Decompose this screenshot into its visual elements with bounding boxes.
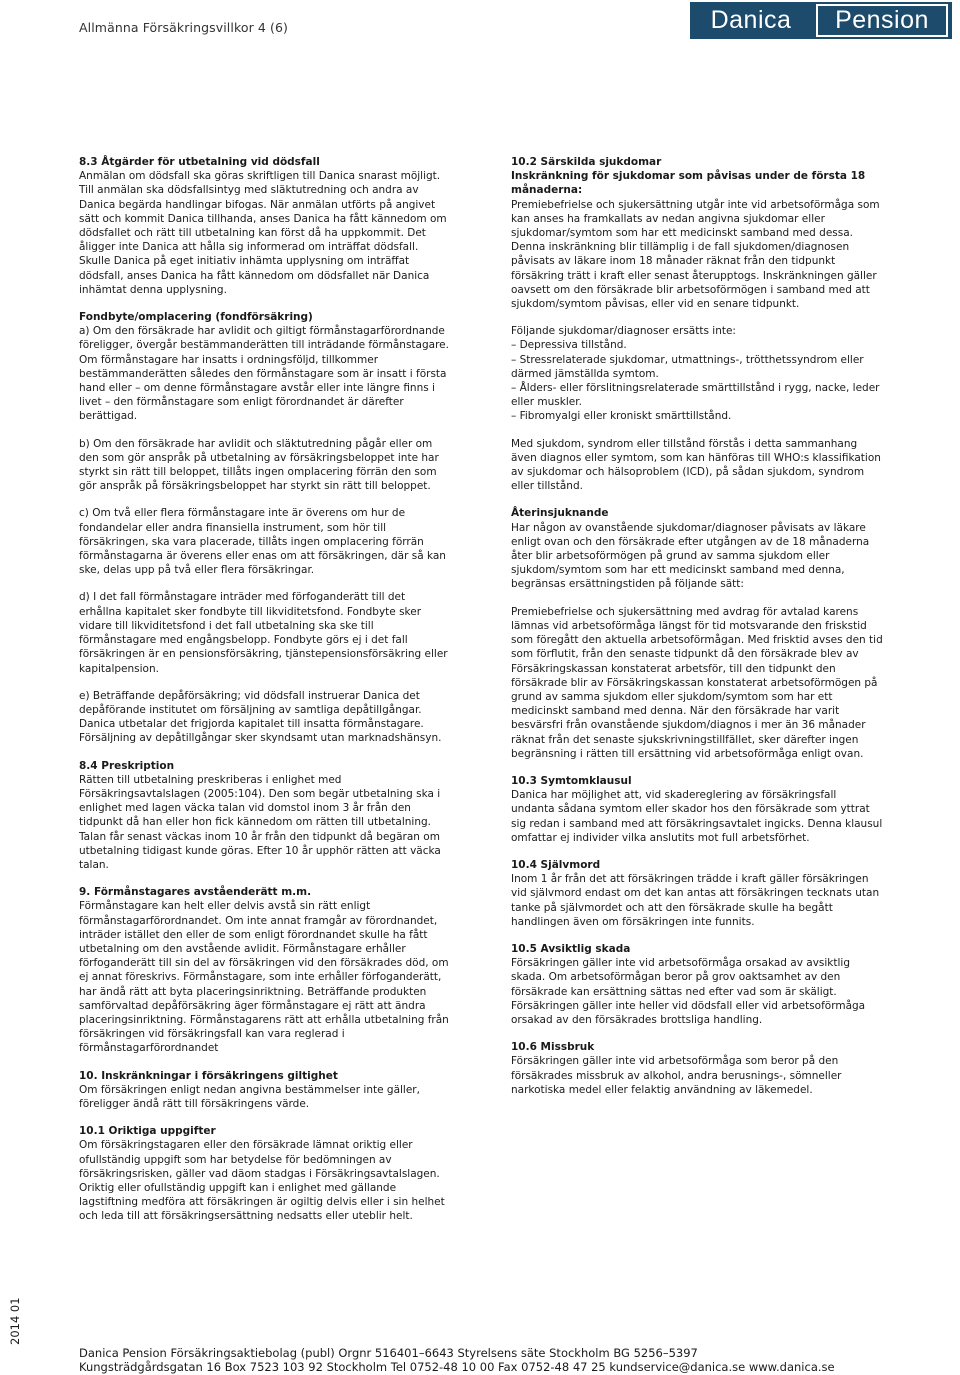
paragraph-b: b) Om den försäkrade har avlidit och släktutredning pågår eller om den som gör anspråk på utbetalning av försäkringsbeloppet inte har styrkt sin rätt till beloppet, tillåts ingen omplacering förrän den som gör anspråk på försäkringsbeloppet har styrkt sin rätt till beloppet. (79, 437, 439, 493)
section-10-3 (511, 774, 883, 845)
section-10-4 (511, 858, 883, 929)
section-body: Försäkringen gäller inte vid arbetsoförmåga orsakad av avsiktlig skada. Om arbetsoförmågan beror på grov oaktsamhet av den försäkrade kan ersättning sättas ned efter vad som är skäligt. Försäkringen gäller inte heller vid dödsfall eller vid arbetsoförmåga orsakad av den försäkrades brottsliga handling. (511, 957, 866, 1026)
page-footer (79, 1346, 899, 1374)
danica-pension-logo (690, 2, 952, 39)
section-heading: 10.2 Särskilda sjukdomar (511, 156, 662, 168)
section-body: Danica har möjlighet att, vid skadereglering av försäkringsfall undanta sådana symtom eller skador hos den försäkrade som yttrat sig redan i samband med att försäkringsavtalet ingicks. Denna klausul omfattar ej individer vilka anslutits mot full arbetsförhet. (511, 789, 883, 844)
section-heading: Återinsjuknande (511, 507, 609, 520)
section-heading: 10.3 Symtomklausul (511, 774, 632, 787)
right-column (511, 155, 883, 1110)
section-fondbyte (79, 310, 451, 745)
diagnosis-list: Följande sjukdomar/diagnoser ersätts inte: – Depressiva tillstånd. – Stressrelaterade sjukdomar, utmattnings-, trötthetssyndrom eller därmed jämställda symtom. – Ålders- eller förslitningsrelaterade smärttillstånd i rygg, nacke, leder eller muskler. – Fibromyalgi eller kroniskt smärttillstånd. (511, 325, 880, 423)
paragraph-3: Med sjukdom, syndrom eller tillstånd förstås i detta sammanhang även diagnos eller symtom, som kan hänföras till WHO:s klassifikation av sjukdomar och hälsoproblem (ICD), på sådan sjukdom, syndrom eller tillstånd. (511, 437, 881, 493)
paragraph-d: d) I det fall förmånstagare inträder med förfoganderätt till det erhållna kapitalet sker fondbyte till likviditetsfond. Fondbyte sker vidare till likviditetsfond i det fall utbetalning ska ske till förmånstagare med engångsbelopp. Fondbyte görs ej i det fall försäkringen är en pensionsförsäkring, tjänstepensionsförsäkring eller kapitalpension. (79, 591, 448, 675)
section-heading: 10.1 Oriktiga uppgifter (79, 1125, 216, 1138)
section-10-6 (511, 1040, 883, 1097)
section-subheading: Inskränkning för sjukdomar som påvisas under de första 18 månaderna: (511, 170, 866, 197)
section-8-4 (79, 759, 451, 873)
paragraph-e: e) Beträffande depåförsäkring; vid dödsfall instruerar Danica det depåförande institutet om försäljning av samtliga depåtillgångar. Danica utbetalar det frigjorda kapitalet till insatta förmånstagare. Försäljning av depåtillgångar sker skyndsamt utan marknadshänsyn. (79, 689, 442, 745)
paragraph-2: Premiebefrielse och sjukersättning med avdrag för avtalad karens lämnas vid arbetsoförmåga längst för tid motsvarande den friskstid som föregått den aktuella arbetsoförmågan. Med frisktid avses den tid som förflutit, från den senaste tidpunkt då den försäkrade blev av Försäkringskassan konstaterat arbetsför, till den tidpunkt den försäkrade blir av Försäkringskassan konstaterat arbetsoförmögen på grund av samma sjukdom eller sjukdom/symtom som har ett medicinskt samband med denna. När den försäkrade har varit besvärsfri från ovanstående sjukdom/diagnos i mer än 36 månader räknat från det senaste sjukskrivningstillfället, sker därefter ingen begränsning i rätten till ersättning vid arbetsoförmåga enligt ovan. (511, 605, 883, 760)
section-body: Förmånstagare kan helt eller delvis avstå sin rätt enligt förmånstagarförordnandet. Om inte annat framgår av förordnandet, inträder istället den eller de som enligt förordnandet skulle ha fått utbetalning om den avstående avlidit. Förmånstagare erhåller förfoganderätt till sin del av försäkringen vid den försäkrades död, om ej annat föreskrivs. Förmånstagare, som inte erhåller förfoganderätt, har ändå rätt att byta placeringsinriktning. Beträffande produkten samförvaltad depåförsäkring äger förmånstagare ej rätt att ändra placeringsinriktning. Förmånstagarens rätt att erhålla utbetalning från försäkringen vid försäkringsfall kan vara reglerad i förmånstagarförordnandet (79, 900, 449, 1055)
section-body: Om försäkringstagaren eller den försäkrade lämnat oriktig eller ofullständig uppgift som har betydelse för bedömningen av försäkringsrisken, gäller vad däom stadgas i Försäkringsavtalslagen. Oriktig eller ofullständig uppgift kan i enlighet med gällande lagstiftning medföra att försäkringen är ogiltig delvis eller i sin helhet och leda till att försäkringsersättning nedsatts eller uteblir helt. (79, 1139, 445, 1223)
logo-pension-text: Pension (816, 4, 948, 37)
section-heading: 9. Förmånstagares avståenderätt m.m. (79, 886, 312, 899)
section-heading: Fondbyte/omplacering (fondförsäkring) (79, 311, 313, 324)
section-8-3 (79, 155, 451, 297)
edition-date: 2014 01 (8, 1297, 22, 1345)
section-heading: 10.5 Avsiktlig skada (511, 942, 631, 955)
section-10-1 (79, 1124, 451, 1223)
section-heading: 10. Inskränkningar i försäkringens giltighet (79, 1069, 338, 1082)
footer-contact-line: Kungsträdgårdsgatan 16 Box 7523 103 92 Stockholm Tel 0752-48 10 00 Fax 0752-48 47 25 kundservice@danica.se www.danica.se (79, 1360, 835, 1374)
footer-company-line: Danica Pension Försäkringsaktiebolag (publ) Orgnr 516401–6643 Styrelsens säte Stockholm BG 5256–5397 (79, 1346, 698, 1360)
section-heading: 8.3 Åtgärder för utbetalning vid dödsfall (79, 156, 320, 168)
section-heading: 10.4 Självmord (511, 858, 601, 871)
section-10 (79, 1069, 451, 1112)
paragraph-c: c) Om två eller flera förmånstagare inte är överens om hur de fondandelar eller andra finansiella instrument, som hör till försäkringen, ska vara placerade, tillåts ingen omplacering förrän förmånstagarna är överens eller enas om att försäkringen, där så kan ske, delas upp på två eller flera försäkringar. (79, 507, 446, 577)
section-10-5 (511, 942, 883, 1027)
section-10-2 (511, 155, 883, 493)
section-9 (79, 885, 451, 1055)
left-column (79, 155, 451, 1237)
section-heading: 8.4 Preskription (79, 759, 175, 772)
logo-danica-text: Danica (710, 6, 792, 34)
section-body: Om försäkringen enligt nedan angivna bestämmelser inte gäller, föreligger ändå rätt till försäkringens värde. (79, 1083, 420, 1110)
paragraph-a: a) Om den försäkrade har avlidit och giltigt förmånstagarförordnande föreligger, övergår bestämmanderätten till inträdande förmånstagare. Om förmånstagare har insatts i ordningsföljd, tillkommer bestämmanderätten således den förmånstagare som är insatt i första hand eller – om denne förmånstagare avstår eller inte längre finns i livet – den förmånstagare som enligt förordnandet är därefter berättigad. (79, 325, 449, 423)
paragraph-1: Premiebefrielse och sjukersättning utgår inte vid arbetsoförmåga som kan anses ha framkallats av nedan angivna sjukdomar eller sjukdomar/symtom som har ett medicinskt samband med dessa. Denna inskränkning blir tillämplig i de fall sjukdomen/diagnosen påvisats av läkare inom 18 månader räknat från den tidpunkt försäkring trätt i kraft eller senast återupptogs. Inskränkningen gäller oavsett om den försäkrade blir arbetsoförmögen i samband med att sjukdom/symtom påvisas, eller vid en senare tidpunkt. (511, 198, 880, 311)
section-heading: 10.6 Missbruk (511, 1041, 595, 1054)
section-body: Inom 1 år från det att försäkringen trädde i kraft gäller försäkringen vid självmord endast om det kan antas att försäkringen tecknats utan tanke på självmordet och att den försäkrade skulle ha begått handlingen även om försäkringen inte funnits. (511, 873, 880, 928)
section-body: Försäkringen gäller inte vid arbetsoförmåga som beror på den försäkrades missbruk av alkohol, andra berusnings-, sömneller narkotiska medel eller felaktig användning av läkemedel. (511, 1055, 842, 1096)
document-header-title: Allmänna Försäkringsvillkor 4 (6) (79, 20, 289, 35)
section-body: Rätten till utbetalning preskriberas i enlighet med Försäkringsavtalslagen (2005:104). Den som begär utbetalning ska i enlighet med lagen väcka talan vid domstol inom 3 år från den tidpunkt då han eller hon fick kännedom om rätten till utbetalning. Talan får senast väckas inom 10 år från den tidpunkt då begäran om utbetalning tidigast kunde göras. Efter 10 år upphör rätten att väcka talan. (79, 773, 441, 871)
section-aterinsjuknande (511, 506, 883, 760)
paragraph-1: Har någon av ovanstående sjukdomar/diagnoser påvisats av läkare enligt ovan och den försäkrade efter utgången av de 18 månaderna åter blir arbetsoförmögen på grund av samma sjukdom eller sjukdom/symtom som har ett medicinskt samband med denna, begränsas ersättningstiden på följande sätt: (511, 521, 870, 591)
section-body: Anmälan om dödsfall ska göras skriftligen till Danica snarast möjligt. Till anmälan ska dödsfallsintyg med släktutredning och andra av Danica begärda handlingar bifogas. När anmälan utförts på angivet sätt och kommit Danica tillhanda, anses Danica ha fått kännedom om dödsfallet och rätt till utbetalning kan först då ha uppkommit. Det åligger inte Danica att hålla sig informerad om inträffat dödsfall. Skulle Danica på eget initiativ inhämta upplysning om inträffat dödsfall, anses Danica ha fått kännedom om dödsfallet när Danica inhämtat denna upplysning. (79, 170, 447, 296)
